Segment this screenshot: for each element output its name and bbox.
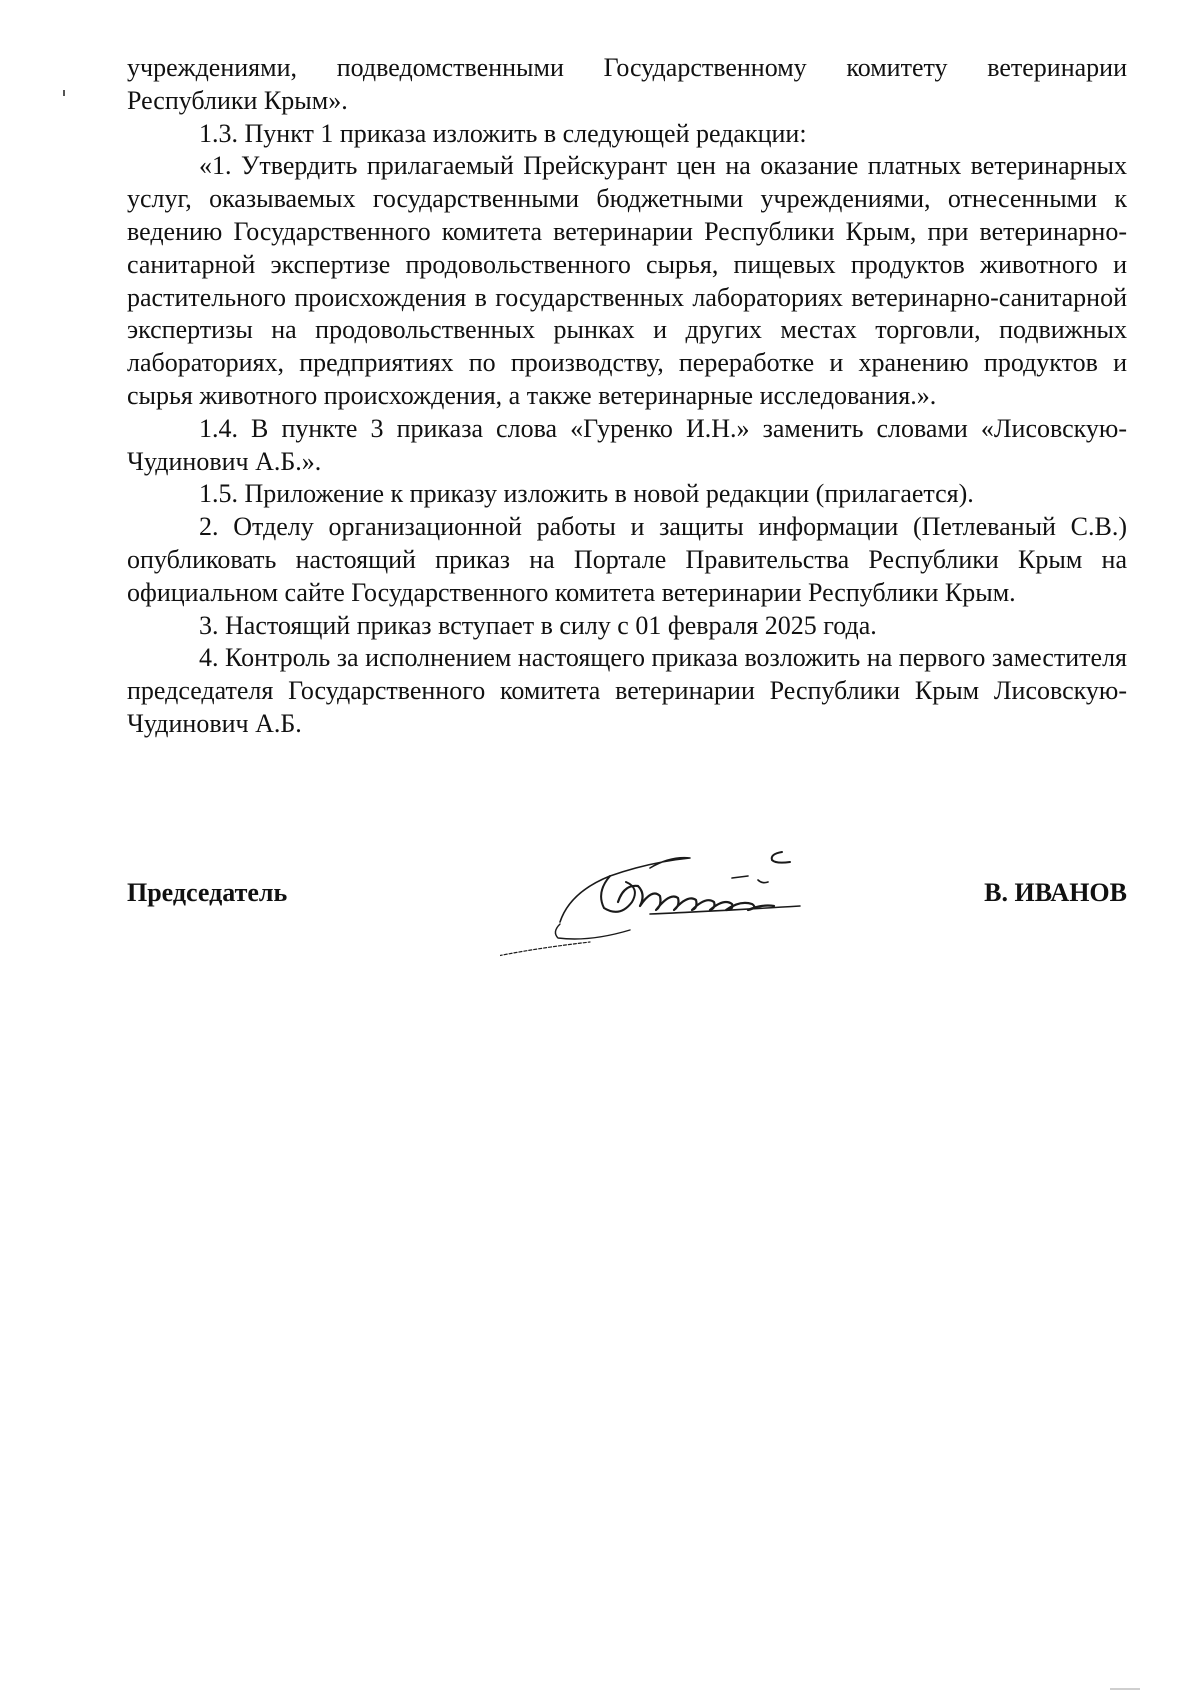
page-edge-mark	[1110, 1688, 1140, 1690]
paragraph-continuation: учреждениями, подведомственными Государственному комитету ветеринарии Республики Крым».	[127, 53, 1127, 115]
paragraph-item-2: 2. Отделу организационной работы и защиты информации (Петлеваный С.В.) опубликовать настоящий приказ на Портале Правительства Республики Крым на официальном сайте Государственного комитета ветеринарии Республики Крым.	[127, 512, 1127, 607]
paragraph-item-1-4: 1.4. В пункте 3 приказа слова «Гуренко И.Н.» заменить словами «Лисовскую-Чудинович А.Б.».	[127, 413, 1127, 476]
signatory-name: В. ИВАНОВ	[984, 878, 1127, 907]
signature-block	[127, 878, 1127, 918]
paragraph-item-3: 3. Настоящий приказ вступает в силу с 01 февраля 2025 года.	[199, 610, 877, 640]
paragraph-quoted-item-1: «1. Утвердить прилагаемый Прейскурант цен на оказание платных ветеринарных услуг, оказываемых государственными бюджетными учреждениями, отнесенными к ведению Государственного комитета ветеринарии Республики Крым, при ветеринарно-санитарной экспертизе продовольственного сырья, пищевых продуктов животного и растительного происхождения в государственных лабораториях ветеринарно-санитарной экспертизы на продовольственных рынках и других местах торговли, подвижных лабораториях, предприятиях по производству, переработке и хранению продуктов и сырья животного происхождения, а также ветеринарные исследования.».	[127, 151, 1127, 410]
scan-speck	[63, 90, 65, 96]
paragraph-item-1-3: 1.3. Пункт 1 приказа изложить в следующей редакции:	[199, 118, 807, 148]
document-body	[127, 52, 1127, 741]
signatory-title: Председатель	[127, 878, 288, 907]
paragraph-item-4: 4. Контроль за исполнением настоящего приказа возложить на первого заместителя председателя Государственного комитета ветеринарии Республики Крым Лисовскую-Чудинович А.Б.	[127, 643, 1127, 738]
paragraph-item-1-5: 1.5. Приложение к приказу изложить в новой редакции (прилагается).	[199, 479, 974, 509]
